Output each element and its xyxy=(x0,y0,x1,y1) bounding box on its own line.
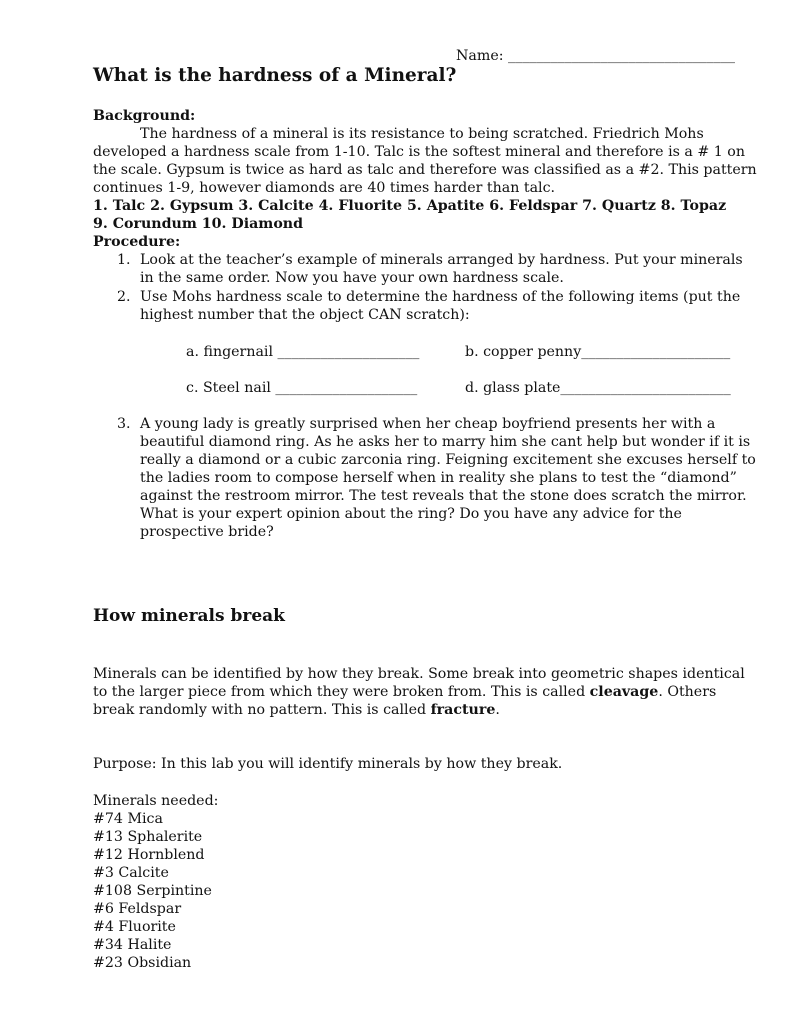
purpose-text: Purpose: In this lab you will identify minerals by how they break. xyxy=(93,756,563,772)
background-heading: Background: xyxy=(93,108,196,124)
item-line: Look at the teacher’s example of minerals arranged by hardness. Put your minerals xyxy=(140,252,743,268)
item-line: A young lady is greatly surprised when her cheap boyfriend presents her with a xyxy=(140,416,716,432)
procedure-heading: Procedure: xyxy=(93,234,181,250)
item-line: prospective bride? xyxy=(140,524,274,540)
item-number: 2. xyxy=(117,289,131,305)
mineral-item: #13 Sphalerite xyxy=(93,829,203,845)
text-run: . Others xyxy=(658,684,717,700)
mineral-item: #6 Feldspar xyxy=(93,901,182,917)
page-title: What is the hardness of a Mineral? xyxy=(93,65,457,86)
hardness-scale-line: 1. Talc 2. Gypsum 3. Calcite 4. Fluorite 5. Apatite 6. Feldspar 7. Quartz 8. Topaz xyxy=(93,198,727,214)
mineral-item: #3 Calcite xyxy=(93,865,169,881)
background-line: developed a hardness scale from 1-10. Talc is the softest mineral and therefore is a # 1 on xyxy=(93,144,745,160)
item-line: What is your expert opinion about the ring? Do you have any advice for the xyxy=(140,506,682,522)
background-line: continues 1-9, however diamonds are 40 times harder than talc. xyxy=(93,180,556,196)
break-paragraph-line xyxy=(93,701,500,719)
text-run: to the larger piece from which they were broken from. This is called xyxy=(93,684,590,700)
item-line: Use Mohs hardness scale to determine the hardness of the following items (put the xyxy=(140,289,741,305)
item-number: 1. xyxy=(117,252,131,268)
mineral-item: #12 Hornblend xyxy=(93,847,205,863)
mineral-item: #34 Halite xyxy=(93,937,172,953)
item-line: beautiful diamond ring. As he asks her to marry him she cant help but wonder if it is xyxy=(140,434,751,450)
name-field: Name: ________________________________ xyxy=(456,48,736,64)
blank-copper-penny[interactable]: b. copper penny_____________________ xyxy=(465,344,731,360)
item-line: highest number that the object CAN scratch): xyxy=(140,307,470,323)
text-run: break randomly with no pattern. This is called xyxy=(93,702,431,718)
item-line: against the restroom mirror. The test reveals that the stone does scratch the mirror. xyxy=(140,488,747,504)
item-line: really a diamond or a cubic zarconia ring. Feigning excitement she excuses herself to xyxy=(140,452,756,468)
item-line: in the same order. Now you have your own hardness scale. xyxy=(140,270,564,286)
mineral-item: #74 Mica xyxy=(93,811,163,827)
section-heading: How minerals break xyxy=(93,606,285,626)
text-run: . xyxy=(495,702,500,718)
break-paragraph-line: Minerals can be identified by how they break. Some break into geometric shapes identical xyxy=(93,666,745,682)
background-line: The hardness of a mineral is its resistance to being scratched. Friedrich Mohs xyxy=(140,126,704,142)
fracture-term: fracture xyxy=(430,702,496,718)
background-line: the scale. Gypsum is twice as hard as talc and therefore was classified as a #2. This pattern xyxy=(93,162,757,178)
blank-steel-nail[interactable]: c. Steel nail ____________________ xyxy=(186,380,418,396)
break-paragraph-line xyxy=(93,683,716,701)
hardness-scale-line: 9. Corundum 10. Diamond xyxy=(93,216,304,232)
mineral-item: #23 Obsidian xyxy=(93,955,192,971)
blank-fingernail[interactable]: a. fingernail ____________________ xyxy=(186,344,420,360)
item-line: the ladies room to compose herself when in reality she plans to test the “diamond” xyxy=(140,470,737,486)
blank-glass-plate[interactable]: d. glass plate________________________ xyxy=(465,380,731,396)
mineral-item: #4 Fluorite xyxy=(93,919,176,935)
cleavage-term: cleavage xyxy=(589,684,659,700)
item-number: 3. xyxy=(117,416,131,432)
minerals-heading: Minerals needed: xyxy=(93,793,219,809)
mineral-item: #108 Serpintine xyxy=(93,883,212,899)
